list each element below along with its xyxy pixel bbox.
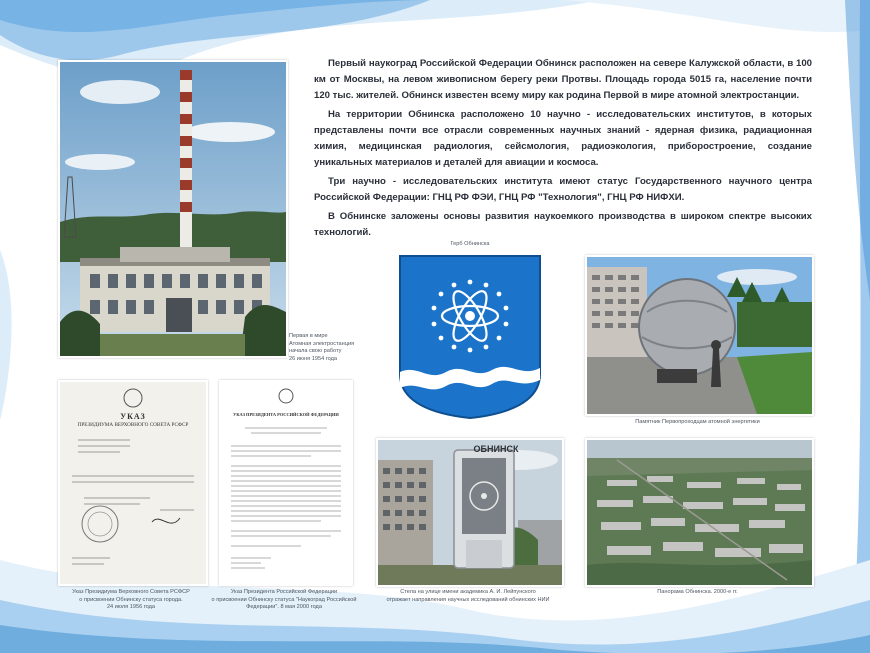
- decree-1956-document: [58, 380, 208, 586]
- stele-caption: [366, 589, 570, 604]
- decree-1956-caption-line1: Указ Президиума Верховного Совета РСФСР: [72, 589, 190, 595]
- decree-2000-caption-line1: Указ Президента Российской Федерации: [230, 589, 338, 595]
- monument-caption: Памятник Первопроходцам атомной энергетики: [635, 419, 760, 425]
- intro-paragraph-4: В Обнинске заложены основы развития наукоемкого производства в широком спектре высоких технологий.: [314, 211, 812, 238]
- decree-2000-caption-line3: Федерации". 8 мая 2000 года: [246, 604, 322, 610]
- intro-text: [314, 56, 812, 244]
- decree-2000-caption: [208, 589, 360, 612]
- decree-1956-title: УКАЗ: [120, 412, 146, 421]
- decree-1956-subtitle: ПРЕЗИДИУМА ВЕРХОВНОГО СОВЕТА РСФСР: [77, 422, 189, 428]
- stele-city-name: ОБНИНСК: [473, 444, 519, 454]
- stele-caption-line2: отражает направления научных исследований обнинских НИИ: [386, 596, 550, 603]
- panorama-caption: Панорама Обнинска. 2000-е гг.: [657, 589, 738, 595]
- decree-1956-caption-line3: 24 июля 1956 года: [106, 604, 156, 610]
- coat-of-arms: [398, 254, 542, 420]
- decree-2000-document: [219, 380, 353, 586]
- npp-caption-line4: 26 июня 1954 года: [289, 355, 338, 362]
- coat-caption: Герб Обнинска: [450, 241, 490, 247]
- decree-2000-title: УКАЗ ПРЕЗИДЕНТА РОССИЙСКОЙ ФЕДЕРАЦИИ: [233, 412, 339, 417]
- npp-caption-line2: Атомная электростанция: [289, 340, 355, 347]
- monument-photo: [585, 255, 814, 416]
- decree-2000-caption-line2: о присвоении Обнинску статуса "Наукоград Российской: [211, 596, 357, 603]
- decree-1956-caption: [58, 589, 204, 612]
- decree-1956-caption-line2: о присвоении Обнинску статуса города.: [79, 596, 183, 603]
- stele-caption-line1: Стела на улице имени академика А. И. Лейпунского: [400, 589, 536, 595]
- stele-photo: [376, 438, 564, 587]
- panorama-photo: [585, 438, 814, 587]
- npp-caption: [289, 333, 379, 363]
- npp-photo: [58, 60, 288, 358]
- npp-caption-line1: Первая в мире: [289, 333, 328, 339]
- intro-paragraph-3: Три научно - исследовательских института имеют статус Государственного научного центра Российской Федерации: ГНЦ РФ ФЭИ, ГНЦ РФ "Технология", ГНЦ РФ НИФХИ.: [314, 176, 812, 203]
- npp-caption-line3: начала свою работу: [289, 348, 342, 354]
- intro-paragraph-1: Первый наукоград Российской Федерации Обнинск расположен на севере Калужской области, в 100 км от Москвы, на левом живописном берегу реки Протвы. Площадь города 5015 га, население почти 120 тыс. жителей. Обнинск известен всему миру как родина Первой в мире атомной электростанции.: [314, 58, 812, 101]
- intro-paragraph-2: На территории Обнинска расположено 10 научно - исследовательских институтов, в которых представлены почти все отрасли современных научных знаний - ядерная физика, радиационная химия, медицинская радиология, сейсмология, радиоэкология, приборостроение, создание уникальных материалов и деталей для авиации и космоса.: [314, 109, 812, 168]
